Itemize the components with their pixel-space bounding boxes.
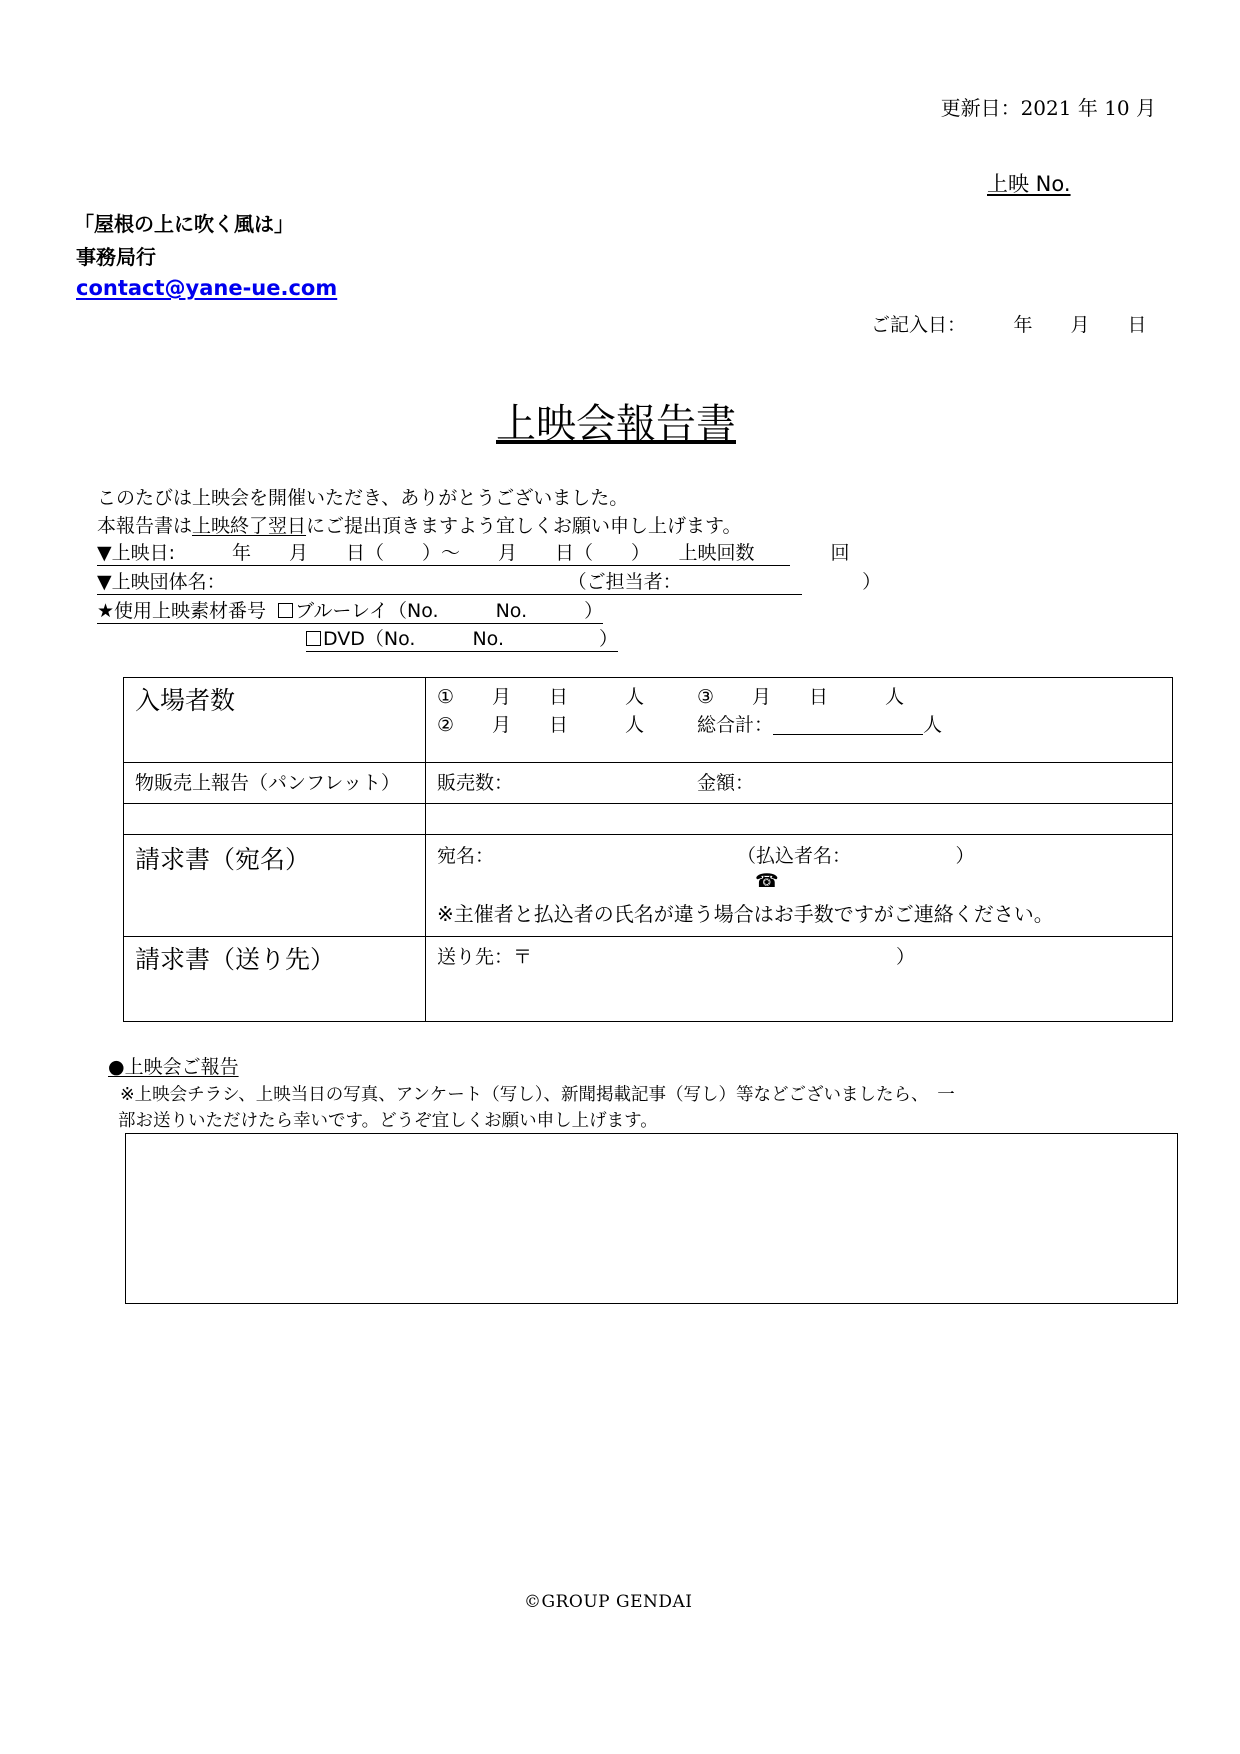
intro-thanks: このたびは上映会を開催いただき、ありがとうございました。 <box>97 487 629 509</box>
attendance-total: 総合計： 人 <box>697 714 943 736</box>
attendance-day3: ③ 月 日 人 <box>697 686 905 708</box>
report-instructions-1: ※上映会チラシ、上映当日の写真、アンケート（写し）、新聞掲載記事（写し）等などございましたら、 一 <box>120 1085 955 1105</box>
dvd-checkbox[interactable] <box>306 631 321 646</box>
screening-dates-field: ▼上映日: 年 月 日（ ）～ 月 日（ ） 上映回数 回 <box>97 538 790 566</box>
bluray-checkbox[interactable] <box>278 603 293 618</box>
report-text-area[interactable] <box>125 1133 1178 1304</box>
phone-icon: ☎ <box>755 870 779 892</box>
entry-date: ご記入日： 年 月 日 <box>871 314 1147 336</box>
merch-label: 物販売上報告（パンフレット） <box>135 772 401 794</box>
payer-name-field: （払込者名： ） <box>737 845 975 867</box>
amount-field: 金額： <box>697 772 755 794</box>
table-column-divider <box>425 677 426 1022</box>
deadline-emphasis: 上映終了翌日 <box>192 515 307 537</box>
ship-to-close: ） <box>896 946 916 968</box>
recipient-office: 事務局行 <box>76 245 156 269</box>
attendance-label: 入場者数 <box>135 686 236 715</box>
contact-email-link[interactable]: contact@yane-ue.com <box>76 276 338 300</box>
updated-date: 更新日：2021 年 10 月 <box>940 96 1156 120</box>
copyright-footer: ©GROUP GENDAI <box>524 1592 693 1612</box>
recipient-title: 「屋根の上に吹く風は」 <box>74 212 294 236</box>
page-title: 上映会報告書 <box>496 401 736 447</box>
group-name-field: ▼上映団体名： （ご担当者： ） <box>97 567 802 595</box>
attendance-day1: ① 月 日 人 <box>437 686 645 708</box>
report-heading: ●上映会ご報告 <box>108 1056 239 1078</box>
screening-number: 上映 No. <box>987 172 1071 196</box>
addressee-field: 宛名： <box>437 845 495 867</box>
payer-note: ※主催者と払込者の氏名が違う場合はお手数ですがご連絡ください。 <box>437 902 1054 926</box>
dvd-row: DVD（No. No. ） <box>306 624 618 652</box>
ship-to-field: 送り先：〒 <box>437 946 533 968</box>
report-instructions-2: 部お送りいただけたら幸いです。どうぞ宜しくお願い申し上げます。 <box>118 1111 658 1131</box>
sales-count-field: 販売数： <box>437 772 514 794</box>
invoice-addressee-label: 請求書（宛名） <box>135 845 311 874</box>
material-number-row: ★使用上映素材番号 ブルーレイ（No. No. ） <box>97 596 603 624</box>
intro-request: 本報告書は上映終了翌日にご提出頂きますよう宜しくお願い申し上げます。 <box>97 515 742 537</box>
attendance-day2: ② 月 日 人 <box>437 714 645 736</box>
invoice-address-label: 請求書（送り先） <box>135 945 336 974</box>
